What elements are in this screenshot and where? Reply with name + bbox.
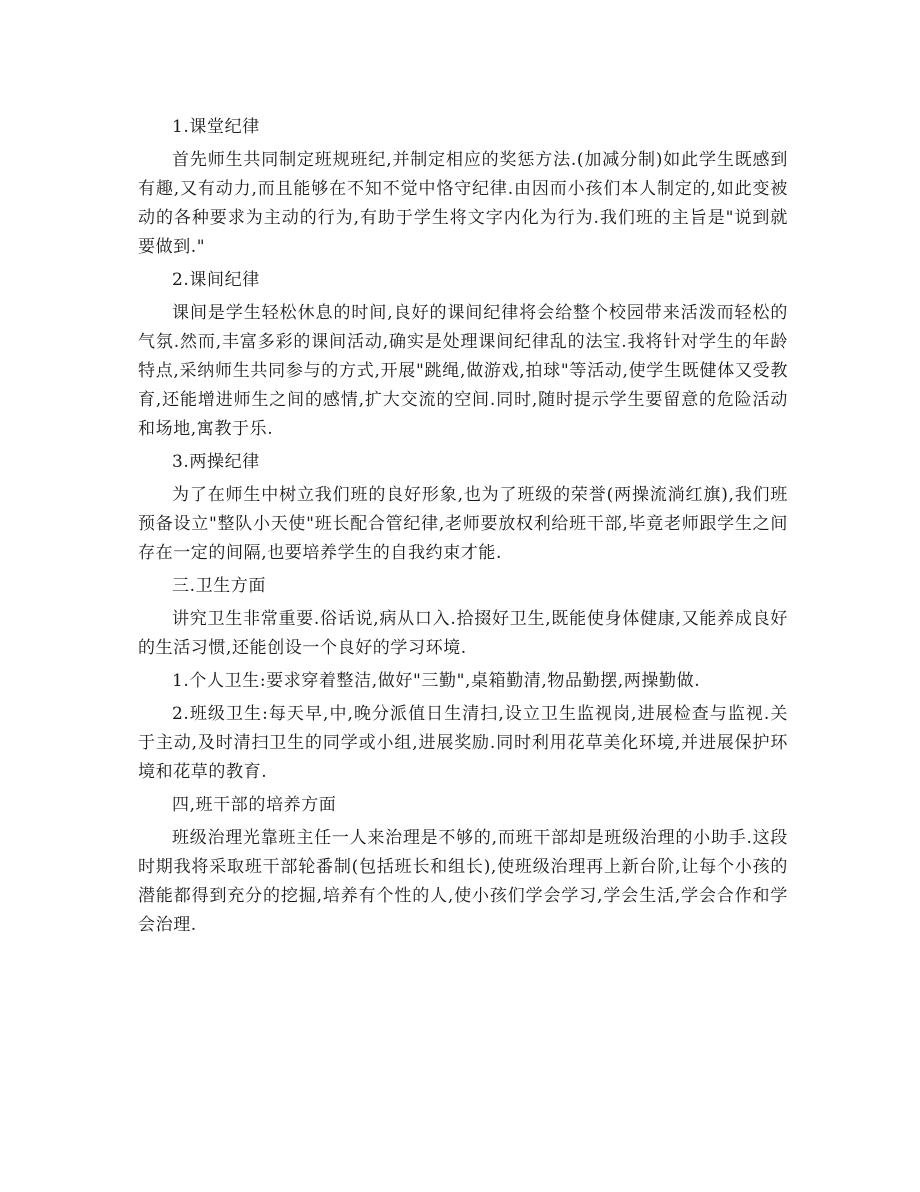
para-exercise-discipline: 为了在师生中树立我们班的良好形象,也为了班级的荣誉(两操流淌红旗),我们班预备设立"整队小天使"班长配合管纪律,老师要放权利给班干部,毕竟老师跟学生之间存在一定的间隔,也要培养学生的自我约束才能.	[138, 485, 788, 563]
para-personal-hygiene: 1.个人卫生:要求穿着整洁,做好"三勤",桌箱勤清,物品勤摆,两操勤做.	[172, 671, 701, 691]
heading-break-discipline: 2.课间纪律	[172, 270, 260, 290]
heading-class-cadres: 四,班干部的培养方面	[172, 795, 337, 815]
para-class-hygiene: 2.班级卫生:每天早,中,晚分派值日生清扫,设立卫生监视岗,进展检查与监视.关于主动,及时清扫卫生的同学或小组,进展奖励.同时利用花草美化环境,并进展保护环境和花草的教育.	[138, 704, 788, 782]
para-hygiene: 讲究卫生非常重要.俗话说,病从口入.拾掇好卫生,既能使身体健康,又能养成良好的生活习惯,还能创设一个良好的学习环境.	[138, 609, 788, 658]
heading-hygiene: 三.卫生方面	[172, 576, 267, 596]
heading-classroom-discipline: 1.课堂纪律	[172, 117, 260, 137]
heading-exercise-discipline: 3.两操纪律	[172, 452, 260, 472]
document-body	[138, 113, 788, 944]
para-break-discipline: 课间是学生轻松休息的时间,良好的课间纪律将会给整个校园带来活泼而轻松的气氛.然而,丰富多彩的课间活动,确实是处理课间纪律乱的法宝.我将针对学生的年龄特点,采纳师生共同参与的方式,开展"跳绳,做游戏,拍球"等活动,使学生既健体又受教育,还能增进师生之间的感情,扩大交流的空间.同时,随时提示学生要留意的危险活动和场地,寓教于乐.	[138, 303, 788, 439]
para-classroom-discipline: 首先师生共同制定班规班纪,并制定相应的奖惩方法.(加减分制)如此学生既感到有趣,又有动力,而且能够在不知不觉中恪守纪律.由因而小孩们本人制定的,如此变被动的各种要求为主动的行为,有助于学生将文字内化为行为.我们班的主旨是"说到就要做到."	[138, 150, 788, 257]
para-class-cadres: 班级治理光靠班主任一人来治理是不够的,而班干部却是班级治理的小助手.这段时期我将采取班干部轮番制(包括班长和组长),使班级治理再上新台阶,让每个小孩的潜能都得到充分的挖掘,培养有个性的人,使小孩们学会学习,学会生活,学会合作和学会治理.	[138, 828, 788, 935]
